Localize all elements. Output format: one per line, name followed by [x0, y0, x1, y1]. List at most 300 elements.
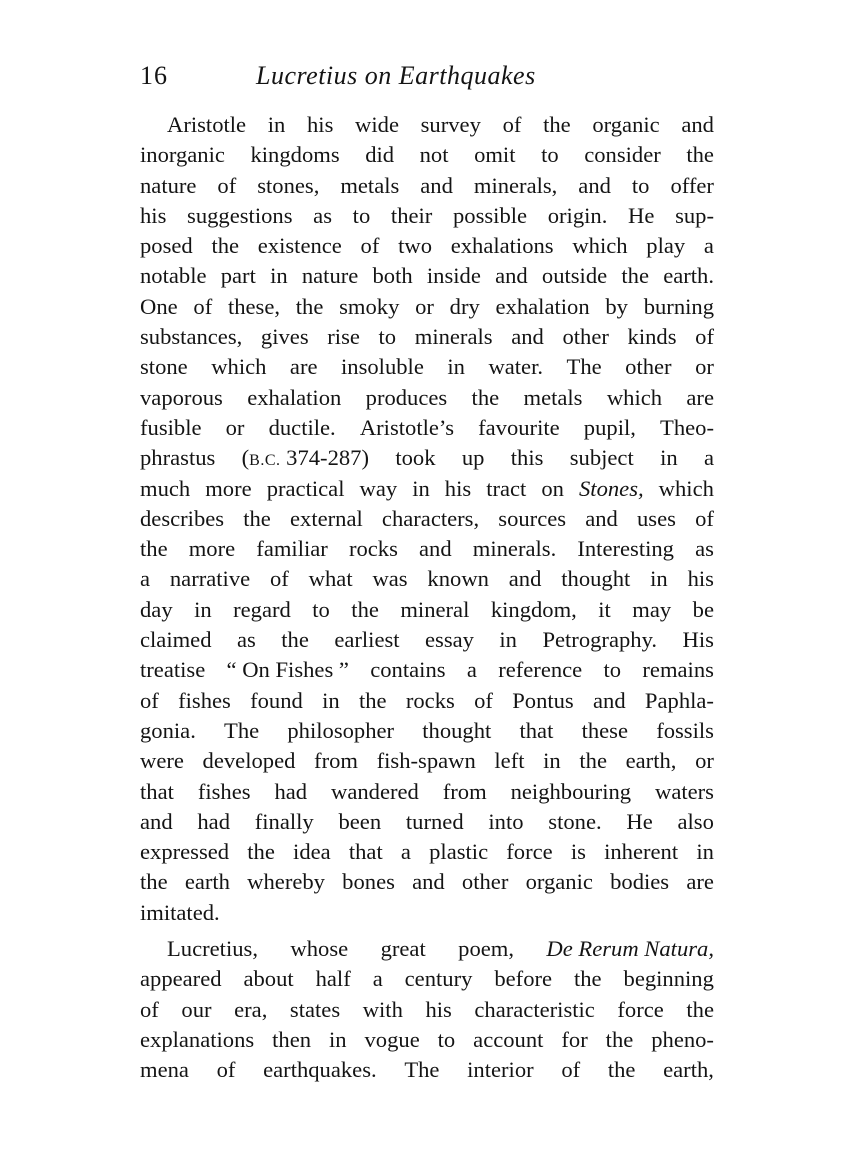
word: Pontus — [512, 687, 574, 713]
word: exhalations — [450, 233, 554, 259]
word: thought — [561, 566, 631, 592]
word: on — [541, 475, 564, 501]
word: claimed — [140, 627, 212, 653]
text-line — [140, 201, 714, 231]
word: of — [502, 112, 522, 137]
word: appeared — [140, 966, 222, 992]
word: play — [646, 233, 686, 259]
word: to — [378, 324, 397, 350]
word: reference — [498, 657, 583, 683]
word: Aristotle’s — [359, 414, 454, 440]
word: the — [607, 1057, 636, 1083]
word: fossils — [656, 717, 714, 743]
word: describes — [140, 505, 225, 531]
text-line — [140, 474, 714, 504]
word: finally — [254, 808, 314, 834]
text-line — [140, 655, 714, 685]
word: whose — [290, 936, 349, 962]
word: other — [461, 869, 509, 895]
word: exhalation — [247, 384, 342, 410]
running-title: Lucretius on Earthquakes — [256, 61, 536, 90]
word: the — [605, 1026, 634, 1052]
word: a — [466, 657, 477, 683]
word: vogue — [364, 1026, 420, 1052]
word: kingdom, — [490, 596, 577, 622]
word: more — [188, 536, 236, 562]
word: One — [140, 293, 178, 319]
word: in — [328, 1026, 347, 1052]
word: part — [220, 263, 256, 289]
word: may — [632, 596, 672, 622]
word: his — [140, 202, 167, 228]
word: consider — [584, 142, 661, 168]
word: in — [322, 687, 340, 713]
word: other — [625, 354, 672, 380]
word: be — [692, 596, 714, 622]
word: of — [140, 687, 159, 713]
word: earliest — [334, 627, 400, 653]
word: narrative — [169, 566, 251, 592]
word: is — [570, 839, 586, 865]
word: the — [247, 839, 275, 865]
word: and — [140, 808, 173, 834]
text-line — [140, 964, 714, 994]
word: in — [194, 596, 212, 622]
word: nature — [140, 172, 197, 198]
word: beginning — [623, 966, 714, 992]
word: to — [631, 172, 650, 198]
word: Theo- — [660, 414, 714, 440]
word: whereby — [247, 869, 325, 895]
word: from — [314, 748, 358, 774]
word: omit — [474, 142, 516, 168]
word: survey — [420, 112, 481, 137]
word: minerals — [414, 324, 493, 350]
text-line — [140, 110, 714, 140]
word: metals — [340, 172, 400, 198]
word: not — [419, 142, 449, 168]
word: was — [372, 566, 408, 592]
word: and — [420, 172, 453, 198]
word: the — [243, 505, 271, 531]
word: were — [140, 748, 184, 774]
word: both — [372, 263, 413, 289]
word: also — [677, 808, 714, 834]
word: poem, — [458, 936, 514, 962]
word: contains — [370, 657, 446, 683]
word: subject — [569, 445, 634, 471]
word: characters, — [381, 505, 480, 531]
word: the — [686, 142, 714, 168]
text-line — [140, 867, 714, 897]
word: pupil, — [583, 414, 636, 440]
word: into — [488, 808, 524, 834]
word: a — [140, 566, 151, 592]
word: to — [541, 142, 559, 168]
word: his — [687, 566, 714, 592]
word: way — [359, 475, 398, 501]
word: vaporous — [140, 384, 223, 410]
word: organic — [525, 869, 593, 895]
word: of — [140, 996, 159, 1022]
word: had — [274, 778, 308, 804]
word: uses — [637, 505, 676, 531]
text-line — [140, 686, 714, 716]
text-line — [140, 504, 714, 534]
word: inherent — [604, 839, 679, 865]
word: era, — [234, 996, 268, 1022]
word: origin. — [547, 202, 608, 228]
word: practical — [266, 475, 345, 501]
word: account — [473, 1026, 544, 1052]
text-line — [140, 413, 714, 443]
text-line — [140, 352, 714, 382]
word: took — [395, 445, 436, 471]
word: a — [372, 966, 383, 992]
word: been — [338, 808, 382, 834]
word: offer — [670, 172, 714, 198]
word: these, — [227, 293, 281, 319]
word: water. — [488, 354, 544, 380]
word: nature — [301, 263, 359, 289]
word: gonia. — [140, 717, 196, 743]
text-line — [140, 292, 714, 322]
word: and — [412, 869, 445, 895]
text-line — [140, 383, 714, 413]
word: in — [696, 839, 714, 865]
word: in — [650, 566, 668, 592]
word: our — [181, 996, 212, 1022]
word: century — [404, 966, 473, 992]
word: Interesting — [577, 536, 674, 562]
word: of — [474, 687, 493, 713]
word: by — [605, 293, 628, 319]
word: which — [572, 233, 628, 259]
word: fishes — [197, 778, 251, 804]
word: remains — [642, 657, 714, 683]
word: neighbouring — [510, 778, 632, 804]
word: rise — [327, 324, 360, 350]
word: that — [348, 839, 383, 865]
word: possible — [453, 202, 528, 228]
text-line — [140, 898, 714, 928]
word: the — [140, 869, 168, 895]
word: or — [695, 354, 714, 380]
text-line — [140, 564, 714, 594]
book-page — [140, 58, 714, 1086]
word: (B.C. 374-287) — [241, 445, 369, 471]
word: in — [543, 748, 561, 774]
text-line — [140, 1025, 714, 1055]
word: expressed — [140, 839, 230, 865]
text-line — [140, 261, 714, 291]
word: the — [579, 748, 607, 774]
word: developed — [202, 748, 296, 774]
word: kingdoms — [250, 142, 340, 168]
text-line — [140, 140, 714, 170]
word: Petrography. — [542, 627, 658, 653]
word: which — [606, 384, 663, 410]
word: and — [578, 172, 611, 198]
word: of — [217, 172, 237, 198]
word: force — [506, 839, 553, 865]
text-line — [140, 837, 714, 867]
word: Aristotle — [167, 112, 247, 137]
word: external — [290, 505, 363, 531]
word: fishes — [178, 687, 231, 713]
word: the — [140, 536, 168, 562]
word: in — [660, 445, 678, 471]
word: these — [581, 717, 628, 743]
word: inside — [426, 263, 481, 289]
word: to — [352, 202, 371, 228]
word: “ On Fishes ” — [226, 657, 349, 683]
word: kinds — [627, 324, 677, 350]
word: of — [360, 233, 380, 259]
word: and — [419, 536, 452, 562]
word: it — [598, 596, 611, 622]
word: sup- — [675, 202, 714, 228]
word: sources — [498, 505, 567, 531]
word: to — [437, 1026, 456, 1052]
word: stones, — [257, 172, 320, 198]
text-line — [140, 171, 714, 201]
word: burning — [643, 293, 714, 319]
word: earthquakes. — [263, 1057, 377, 1083]
word: waters — [655, 778, 714, 804]
text-line — [140, 534, 714, 564]
word: treatise — [140, 657, 206, 683]
word: interior — [467, 1057, 534, 1083]
word: regard — [233, 596, 291, 622]
word: day — [140, 596, 173, 622]
text-line — [140, 1055, 714, 1085]
running-head — [140, 58, 714, 94]
word: dry — [449, 293, 480, 319]
word: and — [681, 112, 714, 137]
word: The — [566, 354, 602, 380]
word: Paphla- — [644, 687, 714, 713]
word: with — [362, 996, 403, 1022]
word: smoky — [339, 293, 400, 319]
word: other — [562, 324, 609, 350]
word: much — [140, 475, 191, 501]
word: earth, — [663, 1057, 714, 1083]
text-line — [140, 777, 714, 807]
word: his — [444, 475, 472, 501]
word: the — [211, 233, 240, 259]
word: De Rerum Natura, — [546, 936, 714, 962]
text-line — [140, 746, 714, 776]
paragraph-aristotle — [140, 110, 714, 928]
word: the — [621, 263, 649, 289]
word: The — [404, 1057, 440, 1083]
word: produces — [365, 384, 448, 410]
word: half — [315, 966, 351, 992]
text-line — [140, 443, 714, 473]
word: explanations — [140, 1026, 255, 1052]
word: Lucretius, — [167, 936, 258, 962]
word: a — [703, 233, 714, 259]
word: as — [695, 536, 714, 562]
text-line — [140, 231, 714, 261]
word: this — [510, 445, 544, 471]
word: the — [543, 112, 571, 137]
word: tract — [486, 475, 527, 501]
word: mineral — [400, 596, 470, 622]
word: for — [561, 1026, 588, 1052]
word: mena — [140, 1057, 189, 1083]
word: states — [289, 996, 341, 1022]
word: earth — [184, 869, 230, 895]
word: Stones, — [579, 475, 644, 501]
word: known — [427, 566, 489, 592]
word: the — [686, 996, 714, 1022]
word: exhalation — [495, 293, 590, 319]
word: and — [511, 324, 544, 350]
word: and — [593, 687, 626, 713]
word: that — [519, 717, 554, 743]
word: in — [499, 627, 517, 653]
word: of — [216, 1057, 236, 1083]
word: bones — [342, 869, 395, 895]
word: of — [270, 566, 289, 592]
word: that — [140, 778, 174, 804]
word: wandered — [331, 778, 419, 804]
word: as — [236, 627, 256, 653]
word: in — [412, 475, 430, 501]
word: posed — [140, 233, 193, 259]
word: the — [358, 687, 387, 713]
word: stone — [140, 354, 188, 380]
word: fish-spawn — [376, 748, 476, 774]
word: His — [682, 627, 714, 653]
word: in — [267, 112, 286, 137]
word: phrastus — [140, 445, 216, 471]
word: of — [561, 1057, 581, 1083]
word: favourite — [478, 414, 560, 440]
word: and — [495, 263, 528, 289]
word: philosopher — [287, 717, 395, 743]
word: and — [585, 505, 618, 531]
word: metals — [523, 384, 583, 410]
text-line — [140, 595, 714, 625]
word: idea — [293, 839, 331, 865]
text-line — [140, 995, 714, 1025]
word: their — [390, 202, 433, 228]
word: what — [308, 566, 353, 592]
word: the — [351, 596, 379, 622]
word: stone. — [548, 808, 602, 834]
word: or — [415, 293, 434, 319]
paragraph-lucretius — [140, 934, 714, 1085]
word: turned — [405, 808, 464, 834]
body-text — [140, 110, 714, 1086]
word: of — [695, 505, 714, 531]
text-line — [140, 807, 714, 837]
text-line — [140, 322, 714, 352]
word: wide — [355, 112, 399, 137]
text-line — [140, 625, 714, 655]
word: He — [626, 808, 653, 834]
word: did — [365, 142, 395, 168]
word: are — [686, 869, 714, 895]
word: fusible — [140, 414, 202, 440]
word: a — [703, 445, 714, 471]
word: in — [447, 354, 465, 380]
word: up — [461, 445, 485, 471]
word: organic — [592, 112, 660, 137]
word: or — [695, 748, 714, 774]
word: The — [224, 717, 260, 743]
word: ductile. — [268, 414, 336, 440]
word: more — [205, 475, 252, 501]
word: gives — [260, 324, 309, 350]
word: the — [573, 966, 602, 992]
word: then — [272, 1026, 312, 1052]
word: about — [243, 966, 294, 992]
word: which — [658, 475, 714, 501]
word: had — [197, 808, 230, 834]
word: earth, — [625, 748, 677, 774]
word: He — [628, 202, 655, 228]
word: imitated. — [140, 899, 220, 925]
word: substances, — [140, 324, 243, 350]
word: force — [617, 996, 664, 1022]
text-line — [140, 716, 714, 746]
word: bodies — [610, 869, 670, 895]
word: the — [281, 627, 309, 653]
word: plastic — [429, 839, 489, 865]
word: minerals. — [472, 536, 557, 562]
word: characteristic — [474, 996, 595, 1022]
word: essay — [425, 627, 474, 653]
word: thought — [422, 717, 492, 743]
word: as — [313, 202, 332, 228]
word: or — [225, 414, 245, 440]
word: of — [193, 293, 213, 319]
word: two — [398, 233, 432, 259]
word: a — [400, 839, 411, 865]
word: the — [295, 293, 324, 319]
word: rocks — [405, 687, 455, 713]
word: minerals, — [473, 172, 558, 198]
word: existence — [257, 233, 342, 259]
word: and — [508, 566, 542, 592]
word: notable — [140, 263, 207, 289]
word: in — [270, 263, 288, 289]
word: which — [211, 354, 267, 380]
word: insoluble — [341, 354, 424, 380]
word: the — [471, 384, 500, 410]
word: of — [695, 324, 714, 350]
word: pheno- — [651, 1026, 714, 1052]
word: outside — [541, 263, 608, 289]
word: rocks — [348, 536, 398, 562]
word: are — [289, 354, 318, 380]
word: suggestions — [187, 202, 293, 228]
word: inorganic — [140, 142, 225, 168]
text-line — [140, 934, 714, 964]
page-number: 16 — [140, 61, 168, 90]
word: left — [494, 748, 525, 774]
word: to — [603, 657, 622, 683]
word: to — [312, 596, 330, 622]
word: are — [686, 384, 714, 410]
word: great — [380, 936, 426, 962]
word: his — [425, 996, 452, 1022]
word: before — [494, 966, 553, 992]
